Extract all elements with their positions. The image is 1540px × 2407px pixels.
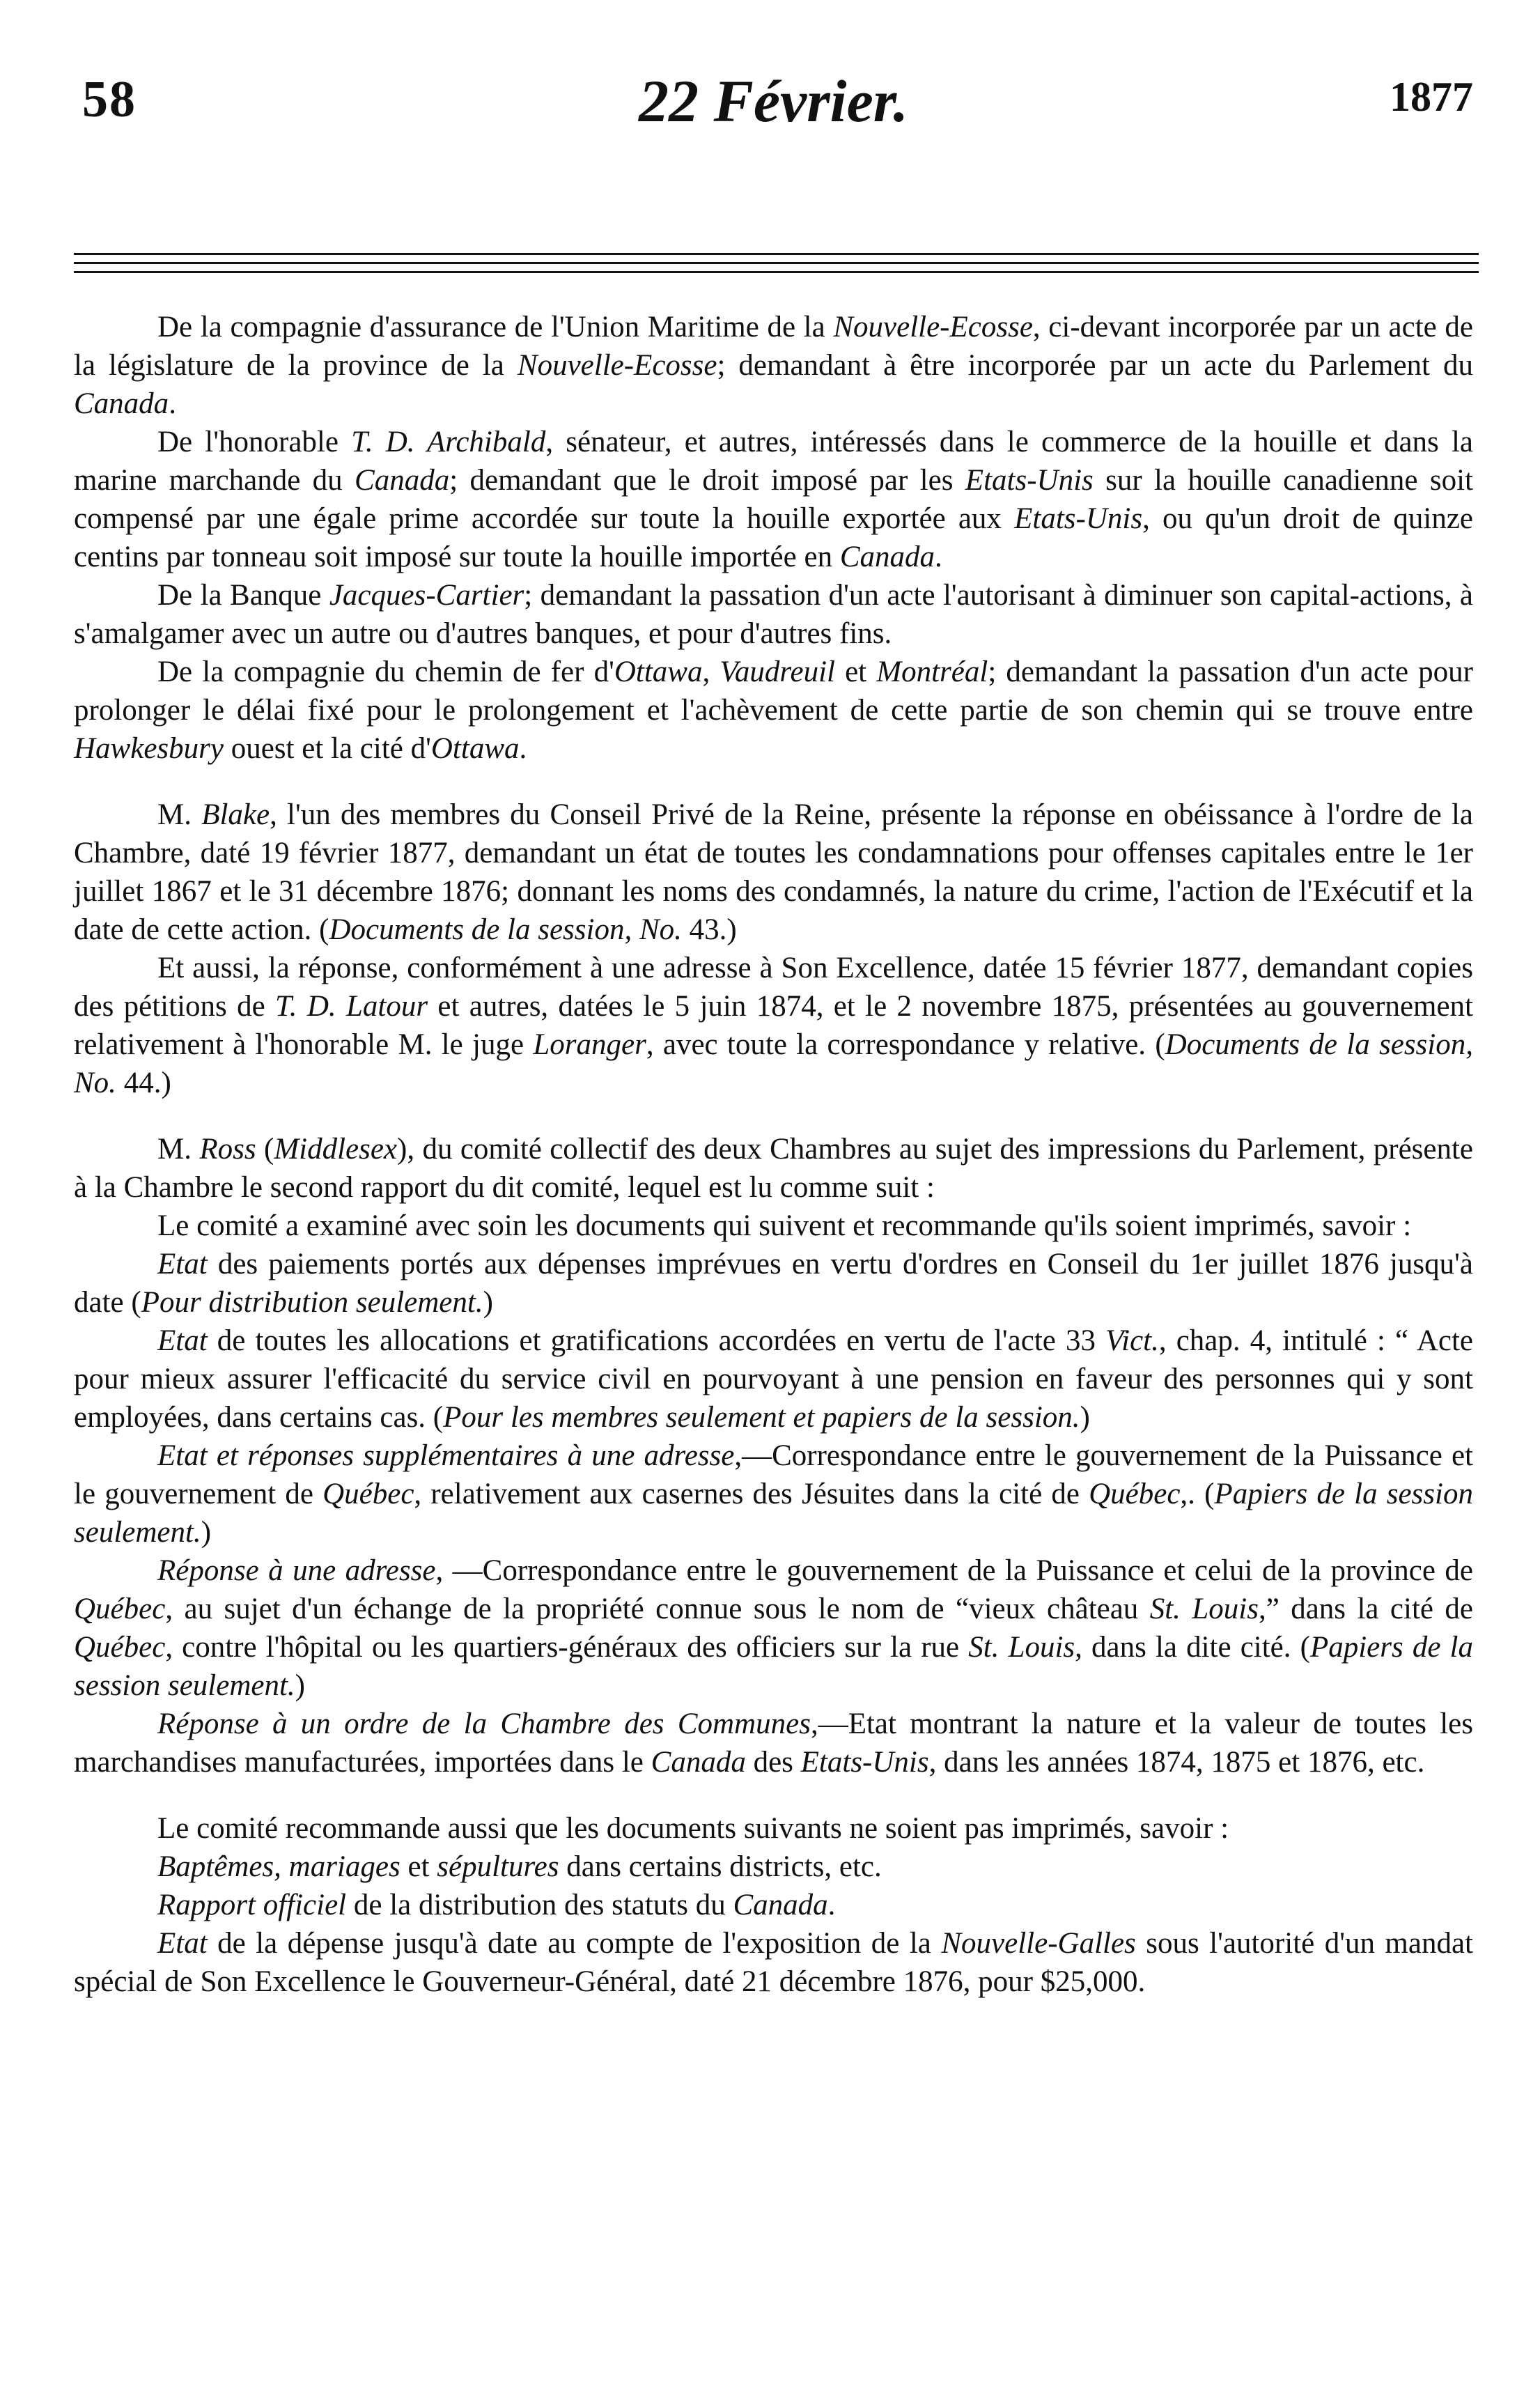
italic-run: Papiers de la session seulement. bbox=[74, 1631, 1473, 1702]
italic-run: T. D. Latour bbox=[275, 990, 428, 1023]
paragraph: Et aussi, la réponse, conformément à une adresse à Son Excellence, datée 15 février 1877, demandant copies des pétitions de T. D. Latour et autres, datées le 5 juin 1874, et le 2 novembre 1875, présentées au gouvernement relativement à l'honorable M. le juge Loranger, avec toute la correspondance y relative. (Documents de la session, No. 44.) bbox=[74, 952, 1474, 1099]
italic-run: Québec bbox=[322, 1478, 414, 1510]
paragraph: Etat de toutes les allocations et gratifications accordées en vertu de l'acte 33 Vict., chap. 4, intitulé : “ Acte pour mieux assurer l'efficacité du service civil en pourvoyant à une pension en faveur des personnes qui y sont employées, dans certains cas. (Pour les membres seulement et papiers de la session.) bbox=[74, 1324, 1473, 1434]
paragraph: Etat de la dépense jusqu'à date au compte de l'exposition de la Nouvelle-Galles sous l'autorité d'un mandat spécial de Son Excellence le Gouverneur-Général, daté 21 décembre 1876, pour $25,000. bbox=[74, 1927, 1473, 1998]
italic-run: Ross bbox=[199, 1133, 256, 1166]
page-year: 1877 bbox=[1390, 74, 1473, 120]
paragraph: De la compagnie du chemin de fer d'Ottawa, Vaudreuil et Montréal; demandant la passation d'un acte pour prolonger le délai fixé pour le prolongement et l'achèvement de cette partie de son chemin qui se trouve entre Hawkesbury ouest et la cité d'Ottawa. bbox=[74, 656, 1473, 765]
section-gap bbox=[74, 1781, 1473, 1809]
paragraph: De la compagnie d'assurance de l'Union Maritime de la Nouvelle-Ecosse, ci-devant incorporée par un acte de la législature de la province de la Nouvelle-Ecosse; demandant à être incorporée par un acte du Parlement du Canada. bbox=[74, 311, 1473, 420]
italic-run: Documents de la session, No. bbox=[74, 1028, 1473, 1099]
page-body bbox=[74, 308, 1473, 2001]
italic-run: Vict. bbox=[1105, 1324, 1159, 1357]
italic-run: Etat bbox=[157, 1248, 208, 1280]
paragraph: M. Blake, l'un des membres du Conseil Privé de la Reine, présente la réponse en obéissance à l'ordre de la Chambre, daté 19 février 1877, demandant un état de toutes les condamnations pour offenses capitales entre le 1er juillet 1867 et le 31 décembre 1876; donnant les noms des condamnés, la nature du crime, l'action de l'Exécutif et la date de cette action. (Documents de la session, No. 43.) bbox=[74, 798, 1474, 946]
italic-run: Etats-Unis bbox=[965, 464, 1094, 497]
italic-run: Etat bbox=[157, 1324, 208, 1357]
italic-run: Québec bbox=[74, 1631, 166, 1664]
italic-run: Canada bbox=[733, 1889, 828, 1921]
blake-report-section bbox=[74, 796, 1473, 1102]
paragraph: De l'honorable T. D. Archibald, sénateur, et autres, intéressés dans le commerce de la houille et dans la marine marchande du Canada; demandant que le droit imposé par les Etats-Unis sur la houille canadienne soit compensé par une égale prime accordée sur toute la houille exportée aux Etats-Unis, ou qu'un droit de quinze centins par tonneau soit imposé sur toute la houille importée en Canada. bbox=[74, 426, 1473, 573]
italic-run: Pour distribution seulement. bbox=[141, 1286, 483, 1319]
italic-run: sépultures bbox=[437, 1850, 559, 1883]
italic-run: Nouvelle-Ecosse bbox=[833, 311, 1033, 343]
italic-run: Etats-Unis bbox=[800, 1746, 929, 1779]
paragraph: Le comité recommande aussi que les documents suivants ne soient pas imprimés, savoir : bbox=[157, 1812, 1229, 1845]
italic-run: Jacques-Cartier bbox=[329, 579, 524, 612]
italic-run: Montréal bbox=[876, 656, 988, 688]
header-rule bbox=[74, 262, 1479, 264]
italic-run: Réponse à un ordre de la Chambre des Communes bbox=[157, 1708, 811, 1740]
paragraph: Réponse à un ordre de la Chambre des Communes,—Etat montrant la nature et la valeur de toutes les marchandises manufacturées, importées dans le Canada des Etats-Unis, dans les années 1874, 1875 et 1876, etc. bbox=[74, 1708, 1474, 1779]
paragraph: De la Banque Jacques-Cartier; demandant la passation d'un acte l'autorisant à diminuer son capital-actions, à s'amalgamer avec un autre ou d'autres banques, et pour d'autres fins. bbox=[74, 579, 1473, 650]
paragraph: Etat des paiements portés aux dépenses imprévues en vertu d'ordres en Conseil du 1er juillet 1876 jusqu'à date (Pour distribution seulement.) bbox=[74, 1248, 1473, 1319]
italic-run: Nouvelle-Ecosse bbox=[517, 349, 717, 382]
paragraph: Etat et réponses supplémentaires à une adresse,—Correspondance entre le gouvernement de la Puissance et le gouvernement de Québec, relativement aux casernes des Jésuites dans la cité de Québec,. (Papiers de la session seulement.) bbox=[74, 1439, 1474, 1549]
italic-run: Québec bbox=[74, 1593, 166, 1625]
italic-run: Ottawa bbox=[430, 732, 520, 765]
italic-run: St. Louis bbox=[968, 1631, 1075, 1664]
italic-run: Vaudreuil bbox=[720, 656, 835, 688]
paragraph: Baptêmes, mariages et sépultures dans certains districts, etc. bbox=[157, 1850, 882, 1883]
italic-run: Etat et réponses supplémentaires à une adresse bbox=[157, 1439, 735, 1472]
italic-run: Baptêmes, mariages bbox=[157, 1850, 400, 1883]
page-number: 58 bbox=[82, 71, 137, 128]
italic-run: Canada bbox=[355, 464, 450, 497]
header-rule bbox=[74, 271, 1479, 273]
italic-run: Blake bbox=[201, 798, 270, 831]
section-gap bbox=[74, 768, 1473, 796]
italic-run: Etats-Unis bbox=[1014, 502, 1143, 535]
paragraph: Réponse à une adresse, —Correspondance entre le gouvernement de la Puissance et celui de la province de Québec, au sujet d'un échange de la propriété connue sous le nom de “vieux château St. Louis,” dans la cité de Québec, contre l'hôpital ou les quartiers-généraux des officiers sur la rue St. Louis, dans la dite cité. (Papiers de la session seulement.) bbox=[74, 1554, 1473, 1702]
italic-run: Canada bbox=[651, 1746, 746, 1779]
italic-run: Ottawa bbox=[614, 656, 703, 688]
italic-run: Pour les membres seulement et papiers de la session. bbox=[443, 1401, 1080, 1434]
italic-run: Québec bbox=[1089, 1478, 1181, 1510]
italic-run: Hawkesbury bbox=[74, 732, 224, 765]
italic-run: St. Louis bbox=[1149, 1593, 1259, 1625]
italic-run: T. D. Archibald bbox=[351, 426, 546, 458]
italic-run: Etat bbox=[157, 1927, 208, 1960]
italic-run: Papiers de la session seulement. bbox=[74, 1478, 1473, 1549]
page-header bbox=[74, 66, 1473, 150]
paragraph: Le comité a examiné avec soin les documents qui suivent et recommande qu'ils soient imprimés, savoir : bbox=[157, 1209, 1412, 1242]
ross-report-section bbox=[74, 1130, 1473, 1781]
italic-run: Nouvelle-Galles bbox=[941, 1927, 1136, 1960]
italic-run: Réponse à une adresse bbox=[157, 1554, 436, 1587]
page-date: 22 Février. bbox=[639, 68, 908, 134]
italic-run: Rapport officiel bbox=[157, 1889, 347, 1921]
header-rule bbox=[74, 253, 1479, 255]
paragraph: Rapport officiel de la distribution des statuts du Canada. bbox=[157, 1889, 836, 1921]
petitions-section bbox=[74, 308, 1473, 768]
section-gap bbox=[74, 1102, 1473, 1130]
italic-run: Loranger bbox=[533, 1028, 646, 1061]
italic-run: Documents de la session, No. bbox=[329, 913, 682, 946]
italic-run: Middlesex bbox=[274, 1133, 398, 1166]
italic-run: Canada bbox=[839, 541, 935, 573]
non-print-section bbox=[74, 1809, 1473, 2001]
paragraph: M. Ross (Middlesex), du comité collectif des deux Chambres au sujet des impressions du Parlement, présente à la Chambre le second rapport du dit comité, lequel est lu comme suit : bbox=[74, 1133, 1474, 1204]
italic-run: Canada bbox=[74, 387, 169, 420]
